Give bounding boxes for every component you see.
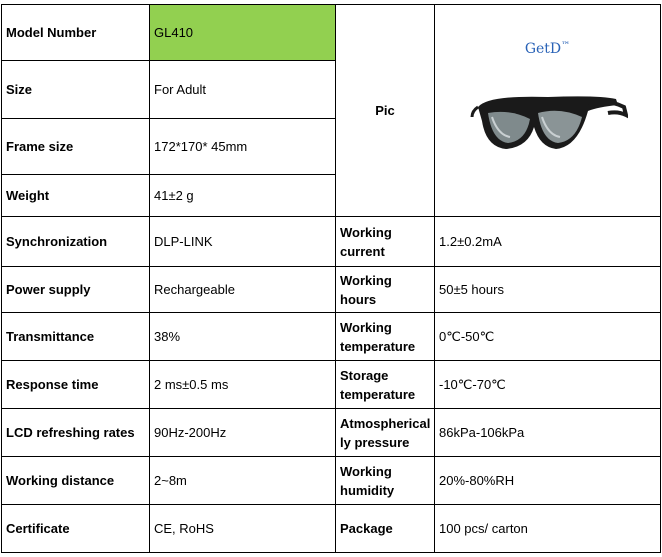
working-humidity-label: Working humidity [336,457,435,505]
lcd-refreshing-rates-value: 90Hz-200Hz [150,409,336,457]
storage-temperature-value: -10℃-70℃ [435,361,661,409]
working-current-label: Working current [336,217,435,267]
working-distance-label: Working distance [2,457,150,505]
size-label: Size [2,61,150,119]
power-supply-label: Power supply [2,267,150,313]
working-current-value: 1.2±0.2mA [435,217,661,267]
pic-label: Pic [336,5,435,217]
working-temperature-value: 0℃-50℃ [435,313,661,361]
package-label: Package [336,505,435,553]
response-time-label: Response time [2,361,150,409]
table-row [2,505,661,553]
size-value: For Adult [150,61,336,119]
synchronization-label: Synchronization [2,217,150,267]
working-humidity-value: 20%-80%RH [435,457,661,505]
response-time-value: 2 ms±0.5 ms [150,361,336,409]
weight-value: 41±2 g [150,175,336,217]
working-hours-label: Working hours [336,267,435,313]
atmospheric-pressure-label: Atmospherical ly pressure [336,409,435,457]
table-row [2,409,661,457]
certificate-value: CE, RoHS [150,505,336,553]
power-supply-value: Rechargeable [150,267,336,313]
transmittance-value: 38% [150,313,336,361]
table-row [2,361,661,409]
model-number-value: GL410 [150,5,336,61]
frame-size-label: Frame size [2,119,150,175]
weight-label: Weight [2,175,150,217]
model-number-label: Model Number [2,5,150,61]
working-distance-value: 2~8m [150,457,336,505]
spec-table [1,4,661,553]
storage-temperature-label: Storage temperature [336,361,435,409]
synchronization-value: DLP-LINK [150,217,336,267]
atmospheric-pressure-value: 86kPa-106kPa [435,409,661,457]
table-row [2,267,661,313]
certificate-label: Certificate [2,505,150,553]
table-row [2,313,661,361]
working-hours-value: 50±5 hours [435,267,661,313]
brand-logo: GetD™ [524,40,571,57]
3d-glasses-icon [468,77,628,167]
product-picture [435,5,661,217]
table-row [2,217,661,267]
package-value: 100 pcs/ carton [435,505,661,553]
table-row [2,457,661,505]
working-temperature-label: Working temperature [336,313,435,361]
lcd-refreshing-rates-label: LCD refreshing rates [2,409,150,457]
table-row [2,5,661,61]
transmittance-label: Transmittance [2,313,150,361]
frame-size-value: 172*170* 45mm [150,119,336,175]
